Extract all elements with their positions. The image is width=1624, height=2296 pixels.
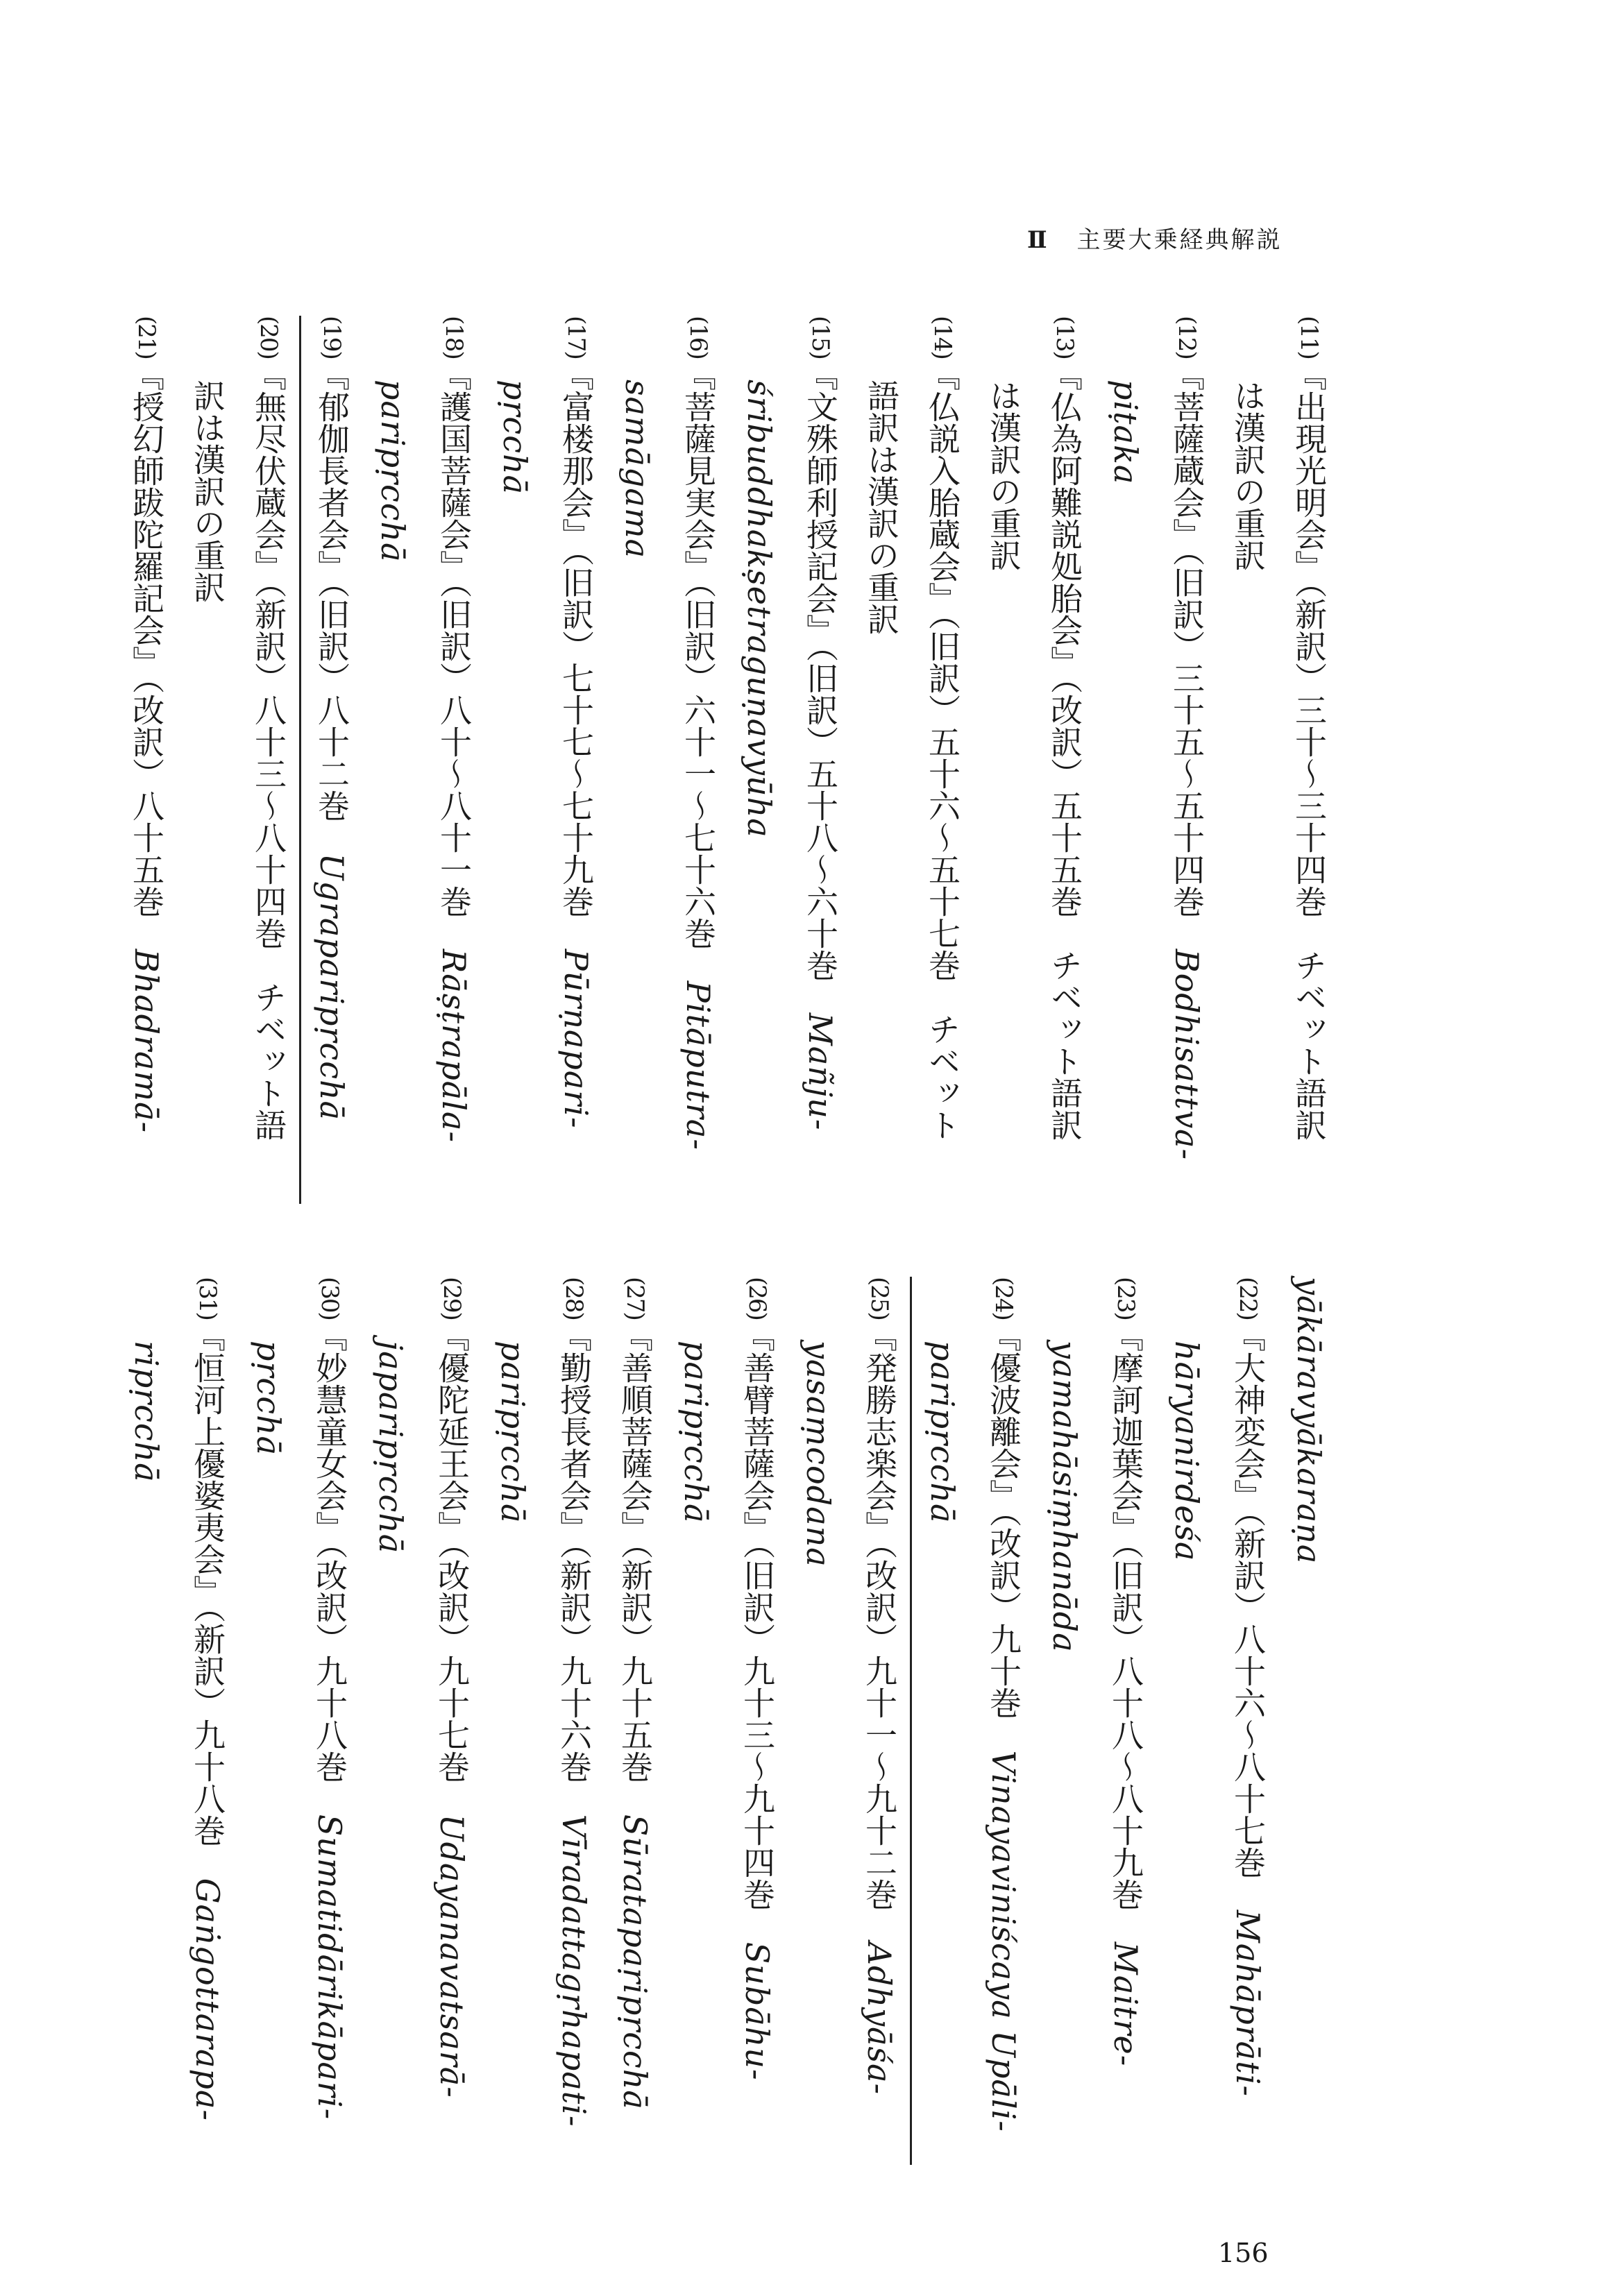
entry-continuation: śribuddhakṣetraguṇavyūha [741,380,778,838]
sanskrit-title: Udayanavatsarā- [433,1814,471,2098]
entry-number: (26) [743,1277,771,1320]
entry-title: 『無尽伏蔵会』（新訳）八十三〜八十四巻 チベット語 [250,358,287,1141]
entry-number: (12) [1173,316,1201,359]
entry-number: (31) [194,1277,221,1320]
entry-title: 『妙慧童女会』（改訳）九十八巻 [311,1319,348,1814]
entry-continuation: hāryanirdeśa [1168,1341,1206,1562]
entry-11 [1217,316,1339,1204]
entry-number: (15) [806,316,834,359]
entry-24 [910,1277,1034,2165]
entry-number: (20) [255,316,282,359]
entry-25 [788,1277,910,2165]
entry-title: 『勤授長者会』（新訳）九十六巻 [555,1319,593,1814]
entry-continuation: piṭaka [1107,380,1144,485]
entry-title: 『菩薩蔵会』（旧訳）三十五〜五十四巻 [1168,358,1206,949]
sanskrit-title: Bhadramā- [128,949,165,1134]
entry-continuation: paripṛcchā [494,1341,532,1524]
entry-number: (29) [438,1277,466,1320]
entry-number: (18) [440,316,468,359]
entry-continuation: paripṛcchā [374,380,412,563]
entry-title: 『優波離会』（改訳）九十巻 [985,1319,1022,1751]
entry-19 [299,316,362,1204]
entry-title: 『護国菩薩会』（旧訳）八十〜八十一巻 [435,358,473,949]
sanskrit-title: Pitāputra- [679,980,717,1150]
lower-entry-block [118,1277,1339,2165]
entry-21 [116,316,177,1204]
entry-continuation: 訳は漢訳の重訳 [189,380,226,603]
entry-27 [604,1277,666,2165]
entry-number: (17) [562,316,590,359]
entry-title: 『善臂菩薩会』（旧訳）九十三〜九十四巻 [738,1319,776,1942]
sanskrit-title: Maitre- [1107,1941,1144,2067]
sanskrit-title: yākāravyākaraṇa [1290,1277,1328,1565]
entry-14 [851,316,973,1204]
entry-number: (11) [1295,316,1323,359]
entry-continuation: yasaṃcodana [800,1341,837,1567]
entry-number: (16) [684,316,712,359]
entry-title: 『出現光明会』（新訳）三十〜三十四巻 チベット語訳 [1290,358,1328,1141]
entry-18 [362,316,484,1204]
entry-12 [1095,316,1217,1204]
entry-16 [607,316,729,1204]
sanskrit-title: Adhyāśa- [861,1941,898,2095]
entry-title: 『仏説入胎蔵会』（旧訳）五十六〜五十七巻 チベット [924,358,961,1141]
entry-continuation: pṛcchā [250,1341,287,1456]
entry-continuation: は漢訳の重訳 [985,380,1022,571]
entry-30 [238,1277,360,2165]
entry-continuation: ripṛcchā [128,1341,165,1483]
entry-title: 『優陀延王会』（改訳）九十七巻 [433,1319,471,1814]
entry-28 [482,1277,604,2165]
entry-continuation: 語訳は漢訳の重訳 [863,380,900,635]
entry-number: (28) [560,1277,588,1320]
entry-continuation: pṛcchā [496,380,534,495]
entry-continuation: は漢訳の重訳 [1229,380,1267,571]
entry-21-continuation [1278,1277,1339,2165]
entry-number: (23) [1112,1277,1140,1320]
entry-15 [729,316,851,1204]
entry-13 [973,316,1095,1204]
chapter-title: 主要大乗経典解説 [1076,226,1283,254]
entry-22 [1156,1277,1278,2165]
entry-number: (27) [621,1277,649,1320]
sanskrit-title: Mahāprāti- [1229,1910,1267,2097]
entry-title: 『菩薩見実会』（旧訳）六十一〜七十六巻 [679,358,717,981]
entry-continuation: paripṛcchā [924,1341,961,1524]
entry-title: 『善順菩薩会』（新訳）九十五巻 [616,1319,654,1814]
entry-continuation: samāgama [618,380,656,559]
entry-title: 『郁伽長者会』（旧訳）八十二巻 [313,358,350,853]
entry-number: (13) [1051,316,1079,359]
sanskrit-title: Subāhu- [738,1941,776,2081]
sanskrit-title: Rāṣṭrapāla- [435,949,473,1143]
entry-31 [116,1277,238,2165]
sanskrit-title: Ugraparipṛcchā [313,853,350,1121]
part-number: Ⅱ [1027,226,1049,254]
entry-continuation: yamahāsiṃhanāda [1046,1341,1083,1653]
entry-title: 『仏為阿難説処胎会』（改訳）五十五巻 チベット語訳 [1046,358,1083,1141]
sanskrit-title: Gaṅgottarapa- [189,1878,226,2121]
entry-continuation: paripṛcchā [677,1341,715,1524]
sanskrit-title: Mañju- [802,1012,839,1131]
sanskrit-title: Sūratapaṛipṛcchā [616,1814,654,2110]
entry-17 [484,316,607,1204]
sanskrit-title: Vinayaviniścaya Upāli- [985,1750,1022,2132]
running-header [1027,221,1319,255]
upper-entry-block [118,316,1339,1204]
entry-title: 『富楼那会』（旧訳）七十七〜七十九巻 [557,358,595,949]
entry-29 [360,1277,482,2165]
entry-title: 『摩訶迦葉会』（旧訳）八十八〜八十九巻 [1107,1319,1144,1942]
sanskrit-title: Vīradattagṛhapati- [555,1814,593,2127]
entry-title: 『文殊師利授記会』（旧訳）五十八〜六十巻 [802,358,839,1013]
entry-title: 『授幻師跋陀羅記会』（改訳）八十五巻 [128,358,165,949]
entry-continuation: japaripṛcchā [372,1341,409,1554]
entry-number: (14) [929,316,956,359]
page-number: 156 [1218,2238,1269,2268]
sanskrit-title: Sumatidārikāpari- [311,1814,348,2120]
entry-20 [177,316,299,1204]
entry-number: (24) [990,1277,1017,1320]
sanskrit-title: Pūrṇapari- [557,949,595,1129]
entry-title: 『大神変会』（新訳）八十六〜八十七巻 [1229,1319,1267,1910]
entry-title: 『恒河上優婆夷会』（新訳）九十八巻 [189,1319,226,1878]
entry-number: (30) [316,1277,344,1320]
sanskrit-title: Bodhisattva- [1168,949,1206,1161]
entry-number: (19) [318,316,346,359]
entry-number: (21) [133,316,160,359]
entry-number: (22) [1234,1277,1262,1320]
entry-23 [1034,1277,1156,2165]
entry-26 [666,1277,788,2165]
entry-title: 『発勝志楽会』（改訳）九十一〜九十二巻 [861,1319,898,1942]
entry-number: (25) [865,1277,893,1320]
